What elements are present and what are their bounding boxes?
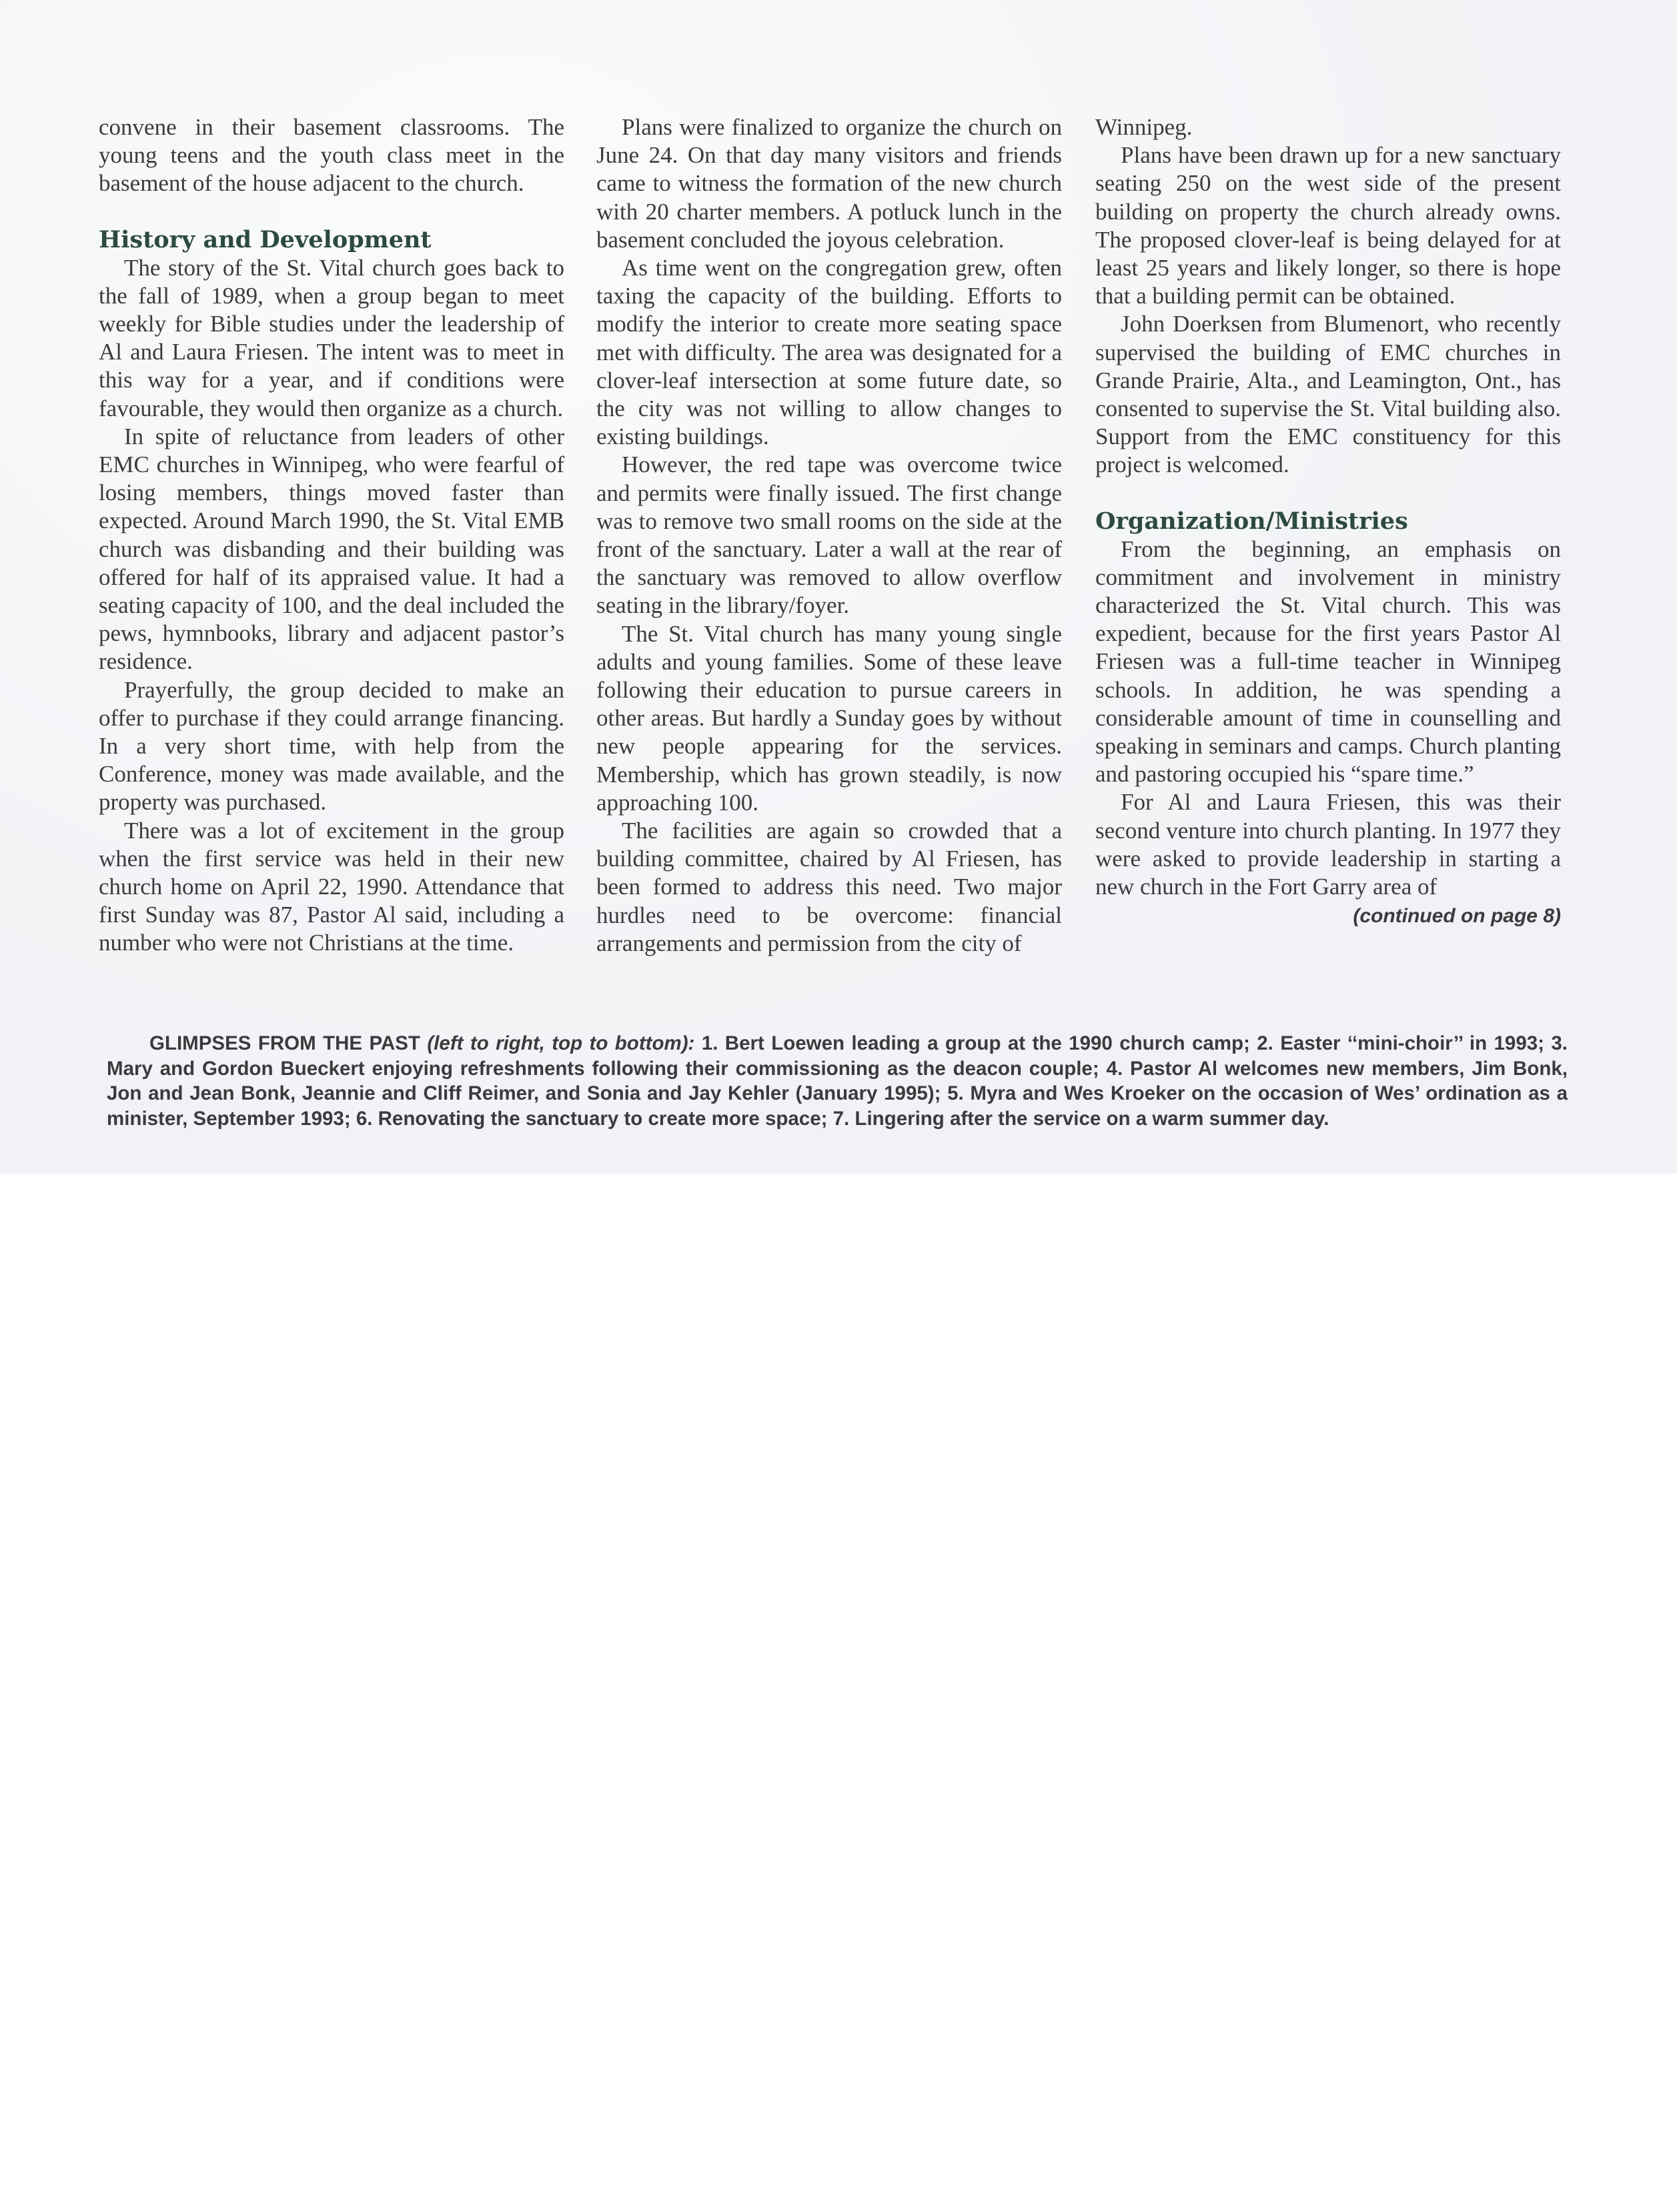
- paragraph: Prayerfully, the group decided to make an offer to purchase if they could arrange financing. In a very short time, with help from the Conference, money was made available, and the property was purchased.: [99, 676, 564, 816]
- paragraph: Plans have been drawn up for a new sanctuary seating 250 on the west side of the present building on property the church already owns. The proposed clover-leaf is being delayed for at least 25 years and likely longer, so there is hope that a building permit can be obtained.: [1095, 142, 1561, 309]
- section-heading-history: History and Development: [99, 225, 432, 253]
- paragraph: There was a lot of excitement in the group when the first service was held in their new church home on April 22, 1990. Attendance that first Sunday was 87, Pastor Al said, including a number who were not Christians at the time.: [99, 817, 564, 956]
- paragraph: John Doerksen from Blumenort, who recently supervised the building of EMC churches in Grande Prairie, Alta., and Leamington, Ont., has consented to supervise the St. Vital building also. Support from the EMC constituency for this project is welcomed.: [1095, 311, 1561, 478]
- caption-body: 1. Bert Loewen leading a group at the 1990 church camp; 2. Easter ‘‘mini-choir’’ in 1993; 3. Mary and Gordon Bueckert enjoying refreshments following their commissioning as the deacon couple; 4. Pastor Al welcomes new members, Jim Bonk, Jon and Jean Bonk, Jeannie and Cliff Reimer, and Sonia and Jay Kehler (January 1995); 5. Myra and Wes Kroeker on the occasion of Wes’ ordination as a minister, September 1993; 6. Renovating the sanctuary to create more space; 7. Lingering after the service on a warm summer day.: [107, 1032, 1568, 1130]
- column-2: [596, 113, 1062, 958]
- section-heading-organization: Organization/Ministries: [1095, 507, 1408, 535]
- caption-lead: GLIMPSES FROM THE PAST: [149, 1032, 420, 1054]
- photo-caption: [107, 1031, 1568, 1131]
- paragraph: As time went on the congregation grew, often taxing the capacity of the building. Efforts to modify the interior to create more seating space met with difficulty. The area was designated for a clover-leaf intersection at some future date, so the city was not willing to allow changes to existing buildings.: [596, 255, 1062, 450]
- paragraph: convene in their basement classrooms. The young teens and the youth class meet in the basement of the house adjacent to the church.: [99, 114, 564, 197]
- paragraph: Plans were finalized to organize the church on June 24. On that day many visitors and friends came to witness the formation of the new church with 20 charter members. A potluck lunch in the basement concluded the joyous celebration.: [596, 114, 1062, 253]
- paragraph: The facilities are again so crowded that a building committee, chaired by Al Friesen, has been formed to address this need. Two major hurdles need to be overcome: financial arrangements and permission from the city of: [596, 818, 1062, 956]
- column-1: [99, 113, 564, 958]
- column-3: [1095, 113, 1561, 930]
- caption-subtitle: (left to right, top to bottom):: [427, 1032, 695, 1054]
- paragraph: From the beginning, an emphasis on commitment and involvement in ministry characterized the St. Vital church. This was expedient, because for the first years Pastor Al Friesen was a full-time teacher in Winnipeg schools. In addition, he was spending a considerable amount of time in counselling and speaking in seminars and camps. Church planting and pastoring occupied his “spare time.”: [1095, 535, 1561, 788]
- paragraph: The St. Vital church has many young single adults and young families. Some of these leave following their education to pursue careers in other areas. But hardly a Sunday goes by without new people appearing for the services. Membership, which has grown steadily, is now approaching 100.: [596, 620, 1062, 816]
- paragraph: The story of the St. Vital church goes back to the fall of 1989, when a group began to meet weekly for Bible studies under the leadership of Al and Laura Friesen. The intent was to meet in this way for a year, and if conditions were favourable, they would then organize as a church.: [99, 254, 564, 421]
- continued-note: (continued on page 8): [1353, 905, 1561, 928]
- paragraph: However, the red tape was overcome twice and permits were finally issued. The first change was to remove two small rooms on the side at the front of the sanctuary. Later a wall at the rear of the sanctuary was removed to allow overflow seating in the library/foyer.: [596, 451, 1062, 619]
- paragraph: Winnipeg.: [1095, 114, 1193, 140]
- paragraph: For Al and Laura Friesen, this was their second venture into church planting. In 1977 they were asked to provide leadership in starting a new church in the Fort Garry area of: [1095, 789, 1561, 900]
- paragraph: In spite of reluctance from leaders of other EMC churches in Winnipeg, who were fearful of losing members, things moved faster than expected. Around March 1990, the St. Vital EMB church was disbanding and their building was offered for half of its appraised value. It had a seating capacity of 100, and the deal included the pews, hymnbooks, library and adjacent pastor’s residence.: [99, 423, 564, 675]
